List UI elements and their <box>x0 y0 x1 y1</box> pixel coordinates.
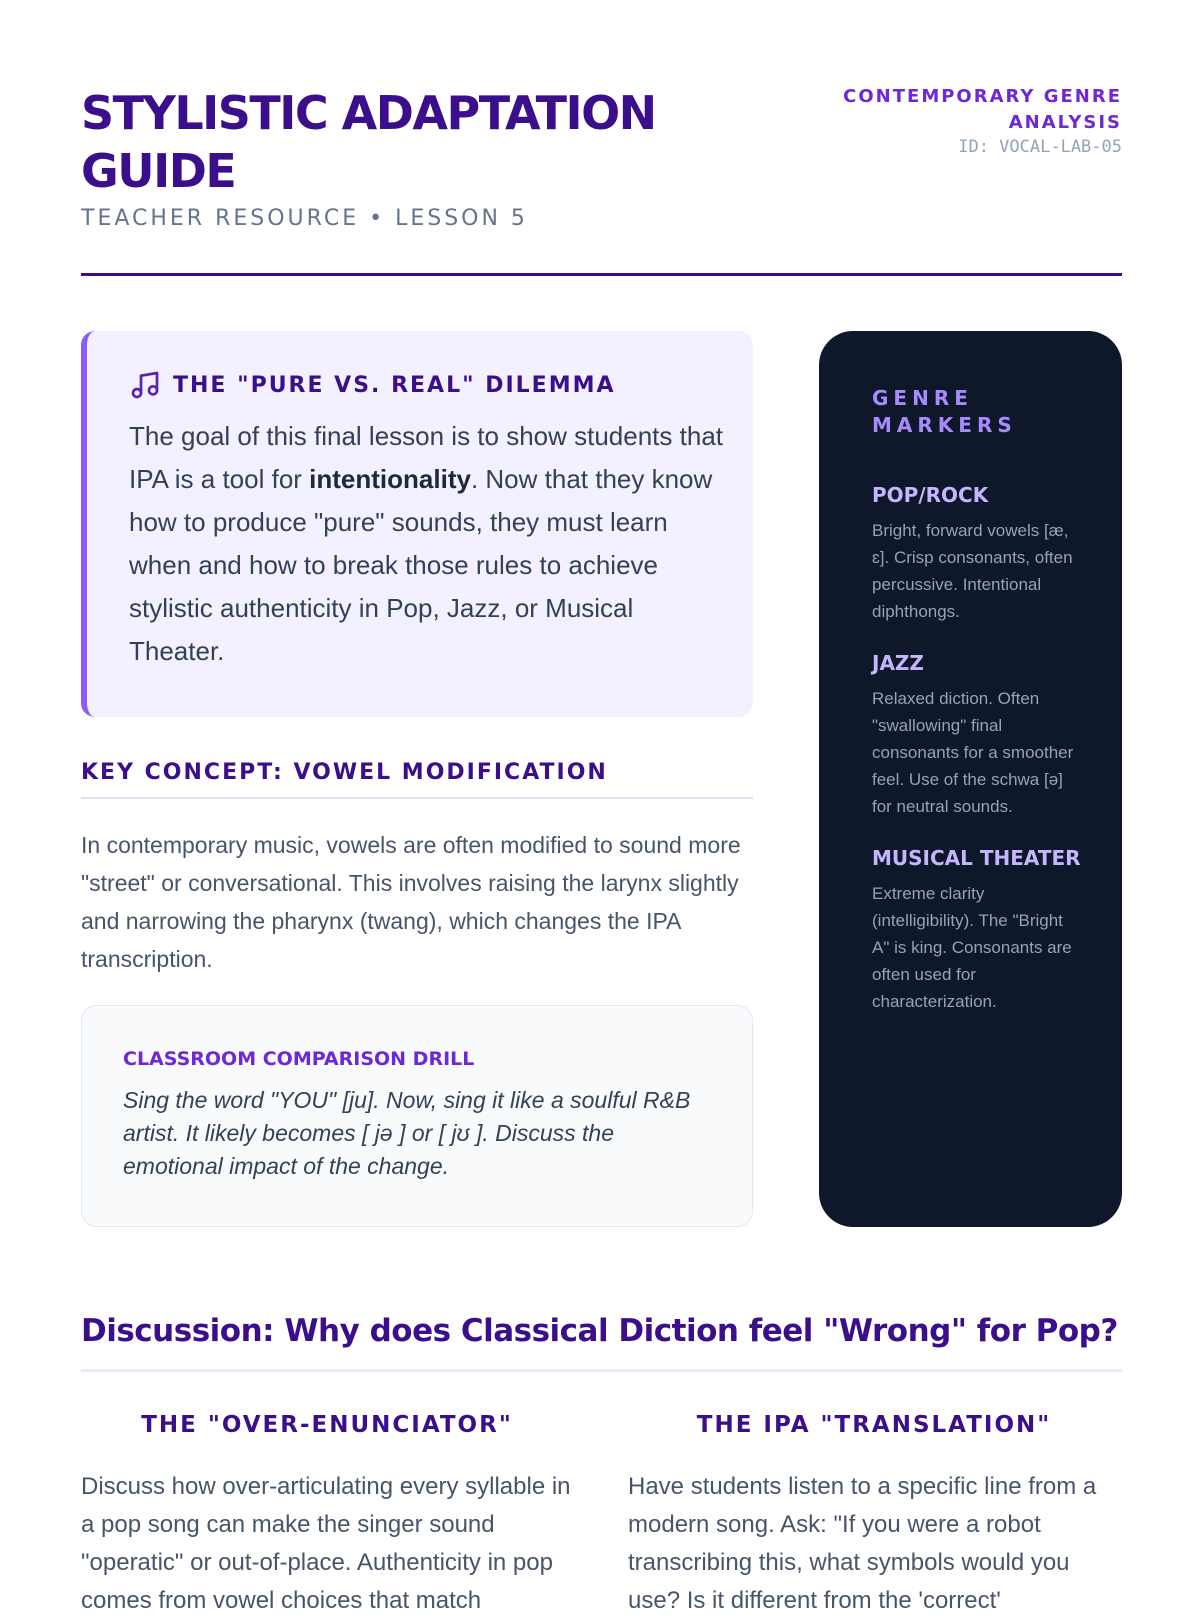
genre-analysis-tag: CONTEMPORARY GENRE ANALYSIS <box>843 86 1122 133</box>
page-header <box>81 84 1122 231</box>
discussion-column-ipa-translation <box>628 1412 1120 1620</box>
document-id: ID: VOCAL-LAB-05 <box>958 137 1122 157</box>
header-divider <box>81 273 1122 276</box>
column-title: THE "OVER-ENUNCIATOR" <box>141 1412 513 1438</box>
genre-markers-panel <box>819 331 1122 1227</box>
drill-title: CLASSROOM COMPARISON DRILL <box>123 1048 475 1070</box>
key-concept-divider <box>81 797 753 799</box>
key-concept-title: KEY CONCEPT: VOWEL MODIFICATION <box>81 760 608 785</box>
discussion-title: Discussion: Why does Classical Diction feel "Wrong" for Pop? <box>81 1313 1118 1349</box>
music-note-icon <box>129 369 161 401</box>
genre-markers-title: GENRE MARKERS <box>872 386 1017 437</box>
dilemma-body-emphasis: intentionality <box>309 464 471 494</box>
comparison-drill-box <box>81 1005 753 1227</box>
marker-description: Relaxed diction. Often "swallowing" final consonants for a smoother feel. Use of the schwa [ə] for neutral sounds. <box>872 689 1074 816</box>
dilemma-heading <box>129 369 723 401</box>
column-text: Have students listen to a specific line from a modern song. Ask: "If you were a robot transcribing this, what symbols would you use? Is it different from the 'correct' <box>628 1473 1097 1614</box>
dilemma-body <box>129 415 723 673</box>
marker-description: Extreme clarity (intelligibility). The "Bright A" is king. Consonants are often used for characterization. <box>872 884 1072 1011</box>
dilemma-body-end: . Now that they know how to produce "pure" sounds, they must learn when and how to break those rules to achieve stylistic authenticity in Pop, Jazz, or Musical Theater. <box>129 464 713 666</box>
marker-name: MUSICAL THEATER <box>872 846 1081 870</box>
marker-name: POP/ROCK <box>872 483 989 507</box>
page-subtitle: TEACHER RESOURCE • LESSON 5 <box>81 206 528 231</box>
dilemma-body-start: The goal of this final lesson is to show students that IPA is a tool for <box>129 421 724 494</box>
column-title: THE IPA "TRANSLATION" <box>696 1412 1052 1438</box>
discussion-divider <box>81 1369 1122 1372</box>
dilemma-callout <box>81 331 753 717</box>
header-meta <box>822 84 1122 158</box>
marker-jazz <box>872 651 1082 820</box>
marker-name: JAZZ <box>872 651 924 675</box>
discussion-column-over-enunciator <box>81 1412 573 1620</box>
dilemma-title: THE "PURE VS. REAL" DILEMMA <box>173 372 616 398</box>
drill-text: Sing the word "YOU" [ju]. Now, sing it like a soulful R&B artist. It likely becomes [ jə ] or [ jʊ ]. Discuss the emotional impact of the change. <box>123 1087 691 1179</box>
marker-description: Bright, forward vowels [æ, ɛ]. Crisp consonants, often percussive. Intentional diphthongs. <box>872 521 1073 621</box>
page-title: STYLISTIC ADAPTATION GUIDE <box>81 86 656 198</box>
column-text: Discuss how over-articulating every syllable in a pop song can make the singer sound "operatic" or out-of-place. Authenticity in pop comes from vowel choices that match <box>81 1473 571 1614</box>
marker-pop-rock <box>872 483 1082 625</box>
key-concept-text: In contemporary music, vowels are often modified to sound more "street" or conversational. This involves raising the larynx slightly and narrowing the pharynx (twang), which changes the IPA transcription. <box>81 832 741 972</box>
marker-musical-theater <box>872 846 1082 1015</box>
